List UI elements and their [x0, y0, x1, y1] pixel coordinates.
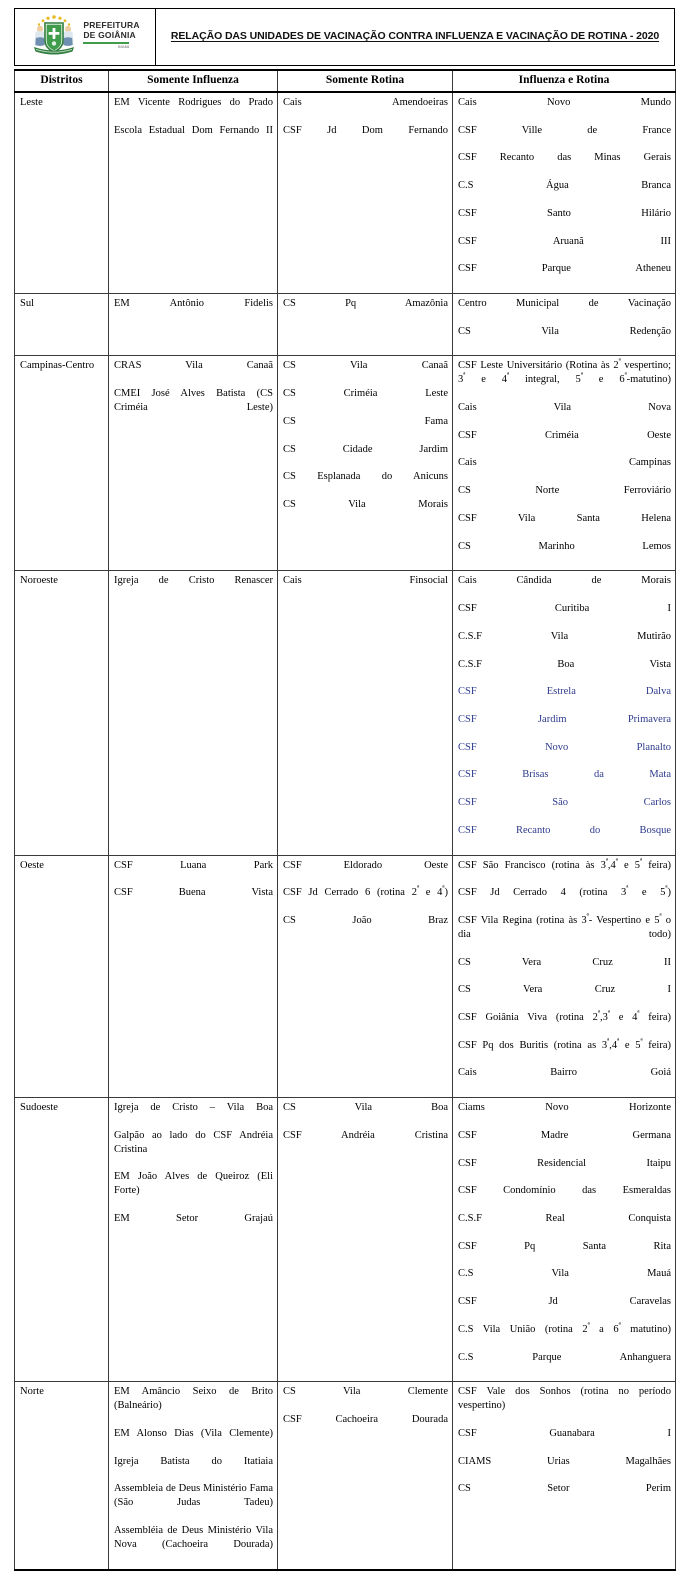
unit-item: CSF Vila Regina (rotina às $3^ª-$ Vespertino e $5^ª$ o dia todo) — [458, 911, 672, 940]
unit-item: CS Criméia Leste — [283, 388, 448, 400]
unit-item: CSF Vale dos Sonhos (rotina no período vespertino) — [458, 1386, 671, 1412]
unit-item: CSF Novo Planalto — [458, 741, 671, 753]
unit-item: C.S.F Boa Vista — [458, 658, 671, 670]
unit-item: CS Vila Boa — [283, 1102, 448, 1114]
somente-influenza-cell — [109, 571, 278, 855]
column-header-somente-rotina: Somente Rotina — [278, 70, 453, 92]
influenza-e-rotina-list — [458, 356, 671, 567]
unit-item: CSF Condomínio das Esmeraldas — [458, 1185, 671, 1197]
column-header-somente-influenza: Somente Influenza — [109, 70, 278, 92]
unit-item: EM Vicente Rodrigues do Prado — [114, 97, 273, 108]
unit-item: Cais Amendoeiras — [283, 97, 448, 108]
unit-item: CS Vila Redenção — [458, 325, 671, 337]
unit-item: EM Amâncio Seixo de Brito (Balneário) — [114, 1386, 273, 1412]
somente-influenza-list — [114, 574, 273, 602]
unit-item: CSF Eldorado Oeste — [283, 859, 448, 871]
somente-rotina-cell — [278, 1098, 453, 1382]
unit-item: CSF Santo Hilário — [458, 207, 671, 219]
unit-item: CSF Aruanã III — [458, 235, 671, 247]
influenza-e-rotina-cell — [453, 571, 676, 855]
somente-influenza-list — [114, 1385, 273, 1565]
unit-item: CSF Jd Cerrado 4 (rotina $3^ª$ e $5^ª$) — [458, 883, 671, 899]
district-name-cell: Sudoeste — [15, 1098, 109, 1382]
somente-rotina-list — [283, 1385, 448, 1440]
unit-item: Cais Finsocial — [283, 575, 448, 587]
somente-rotina-list — [283, 859, 448, 942]
unit-item: C.S Vila Mauá — [458, 1268, 671, 1280]
unit-item: CSF Andréia Cristina — [283, 1129, 448, 1141]
unit-item: CS Vila Clemente — [283, 1386, 448, 1398]
influenza-e-rotina-list — [458, 1385, 671, 1510]
somente-influenza-cell — [109, 1098, 278, 1382]
unit-item: CSF Residencial Itaipu — [458, 1157, 671, 1169]
unit-item: CMEI José Alves Batista (CS Criméia Leste) — [114, 388, 273, 414]
table-row — [15, 1382, 676, 1570]
unit-item: CSF Guanabara I — [458, 1427, 671, 1439]
unit-item: Cais Campinas — [458, 457, 671, 469]
district-name-cell: Oeste — [15, 855, 109, 1098]
unit-item: CRAS Vila Canaã — [114, 360, 273, 372]
document-title: RELAÇÃO DAS UNIDADES DE VACINAÇÃO CONTRA INFLUENZA E VACINAÇÃO DE ROTINA - 2020 — [170, 30, 660, 43]
somente-rotina-cell — [278, 92, 453, 294]
logo-line-1: PREFEITURA — [83, 19, 140, 30]
unit-item: EM Setor Grajaú — [114, 1213, 273, 1225]
table-row — [15, 571, 676, 855]
unit-item: C.S Água Branca — [458, 180, 671, 192]
unit-item: Galpão ao lado do CSF Andréia Cristina — [114, 1129, 273, 1155]
unit-item: CSF Jd Caravelas — [458, 1296, 671, 1308]
district-name-cell: Campinas-Centro — [15, 356, 109, 571]
unit-item: CS João Braz — [283, 914, 448, 926]
title-cell — [156, 9, 675, 66]
unit-item: CSF Recanto do Bosque — [458, 824, 671, 836]
unit-item: CS Setor Perim — [458, 1483, 671, 1495]
unit-item: CSF Recanto das Minas Gerais — [458, 152, 671, 164]
influenza-e-rotina-cell — [453, 1098, 676, 1382]
unit-item: C.S Vila União (rotina $2^ª$ a $6^ª$ matutino) — [458, 1320, 672, 1335]
influenza-e-rotina-cell — [453, 855, 676, 1098]
unit-item: EM Antônio Fidelis — [114, 298, 273, 310]
somente-rotina-list — [283, 574, 448, 602]
column-header-distritos: Distritos — [15, 70, 109, 92]
somente-influenza-cell — [109, 294, 278, 356]
unit-item: Cais Vila Nova — [458, 402, 671, 414]
somente-rotina-cell — [278, 855, 453, 1098]
somente-influenza-cell — [109, 855, 278, 1098]
unit-item: EM Alonso Dias (Vila Clemente) — [114, 1427, 273, 1439]
somente-rotina-list — [283, 359, 448, 525]
unit-item: CS Fama — [283, 415, 448, 427]
unit-item: CS Pq Amazônia — [283, 298, 448, 310]
influenza-e-rotina-list — [458, 574, 671, 851]
unit-item: Ciams Novo Horizonte — [458, 1102, 671, 1114]
unit-item: C.S.F Vila Mutirão — [458, 630, 671, 642]
unit-item: Centro Municipal de Vacinação — [458, 298, 671, 310]
table-row — [15, 92, 676, 294]
unit-item: CSF Buena Vista — [114, 887, 273, 899]
logo-cell — [15, 9, 156, 66]
unit-item: EM João Alves de Queiroz (Eli Forte) — [114, 1171, 273, 1197]
table-row — [15, 855, 676, 1098]
district-name-cell: Sul — [15, 294, 109, 356]
unit-item: CS Cidade Jardim — [283, 443, 448, 455]
unit-item: CSF Jd Cerrado 6 (rotina $2^ª$ e $4^ª$) — [283, 883, 448, 899]
unit-item: Cais Cândida de Morais — [458, 575, 671, 587]
unit-item: Igreja de Cristo Renascer — [114, 575, 273, 587]
somente-rotina-list — [283, 96, 448, 151]
influenza-e-rotina-cell — [453, 356, 676, 571]
somente-rotina-cell — [278, 356, 453, 571]
unit-item: CSF Pq Santa Rita — [458, 1240, 671, 1252]
somente-influenza-list — [114, 859, 273, 914]
table-header-row — [15, 70, 676, 92]
unit-item: Cais Novo Mundo — [458, 97, 671, 108]
unit-item: Igreja de Cristo – Vila Boa — [114, 1102, 273, 1114]
unit-item: Assembléia de Deus Ministério Vila Nova (Cachoeira Dourada) — [114, 1524, 273, 1550]
unit-item: Igreja Batista do Itatiaia — [114, 1455, 273, 1467]
unit-item: CSF Estrela Dalva — [458, 686, 671, 698]
logo-wordmark — [83, 21, 139, 53]
unit-item: CS Vila Morais — [283, 499, 448, 511]
unit-item: CS Vera Cruz I — [458, 984, 671, 996]
somente-influenza-cell — [109, 1382, 278, 1570]
column-header-influenza-e-rotina: Influenza e Rotina — [453, 70, 676, 92]
unit-item: CSF Madre Germana — [458, 1129, 671, 1141]
prefeitura-goiania-logo — [15, 14, 155, 60]
table-row — [15, 356, 676, 571]
influenza-e-rotina-list — [458, 297, 671, 352]
somente-influenza-list — [114, 1101, 273, 1240]
unit-item: CSF São Carlos — [458, 797, 671, 809]
unit-item: CSF Pq dos Buritis (rotina as $3^ª,4^ª$ e $5^ª$ feira) — [458, 1036, 672, 1051]
unit-item: CSF Parque Atheneu — [458, 263, 671, 275]
somente-influenza-list — [114, 359, 273, 428]
somente-influenza-list — [114, 96, 273, 151]
unit-item: CS Vera Cruz II — [458, 956, 671, 968]
unit-item: C.S.F Real Conquista — [458, 1213, 671, 1225]
somente-influenza-cell — [109, 356, 278, 571]
district-name-cell: Leste — [15, 92, 109, 294]
somente-influenza-list — [114, 297, 273, 325]
unit-item: Assembleia de Deus Ministério Fama (São Judas Tadeu) — [114, 1483, 273, 1509]
logo-line-2: DE GOIÂNIA — [83, 29, 136, 40]
somente-rotina-cell — [278, 1382, 453, 1570]
influenza-e-rotina-cell — [453, 92, 676, 294]
somente-influenza-cell — [109, 92, 278, 294]
unit-item: Escola Estadual Dom Fernando II — [114, 124, 273, 136]
vaccination-units-table — [14, 69, 676, 1571]
somente-rotina-cell — [278, 571, 453, 855]
unit-item: Cais Bairro Goiá — [458, 1067, 671, 1079]
influenza-e-rotina-list — [458, 96, 671, 290]
unit-item: CSF Jd Dom Fernando — [283, 124, 448, 136]
unit-item: CSF Ville de France — [458, 124, 671, 136]
unit-item: CSF Luana Park — [114, 859, 273, 871]
unit-item: CSF Brisas da Mata — [458, 769, 671, 781]
unit-item: CSF Leste Universitário (Rotina às $2^ª$ vespertino; $3^ª$ e $4^ª$ integral, $5^ª$ e $6^ª-matutino$) — [458, 356, 671, 386]
somente-rotina-list — [283, 297, 448, 325]
unit-item: CS Marinho Lemos — [458, 540, 671, 552]
district-name-cell: Noroeste — [15, 571, 109, 855]
unit-item: CS Vila Canaã — [283, 360, 448, 372]
somente-rotina-list — [283, 1101, 448, 1156]
unit-item: CSF Goiânia Viva (rotina $2^ª,3^ª$ e $4^ª$ feira) — [458, 1008, 671, 1023]
influenza-e-rotina-cell — [453, 1382, 676, 1570]
unit-item: CSF Jardim Primavera — [458, 713, 671, 725]
influenza-e-rotina-list — [458, 1101, 671, 1378]
logo-microtag: GOIÁS — [117, 44, 130, 49]
unit-item: CSF Cachoeira Dourada — [283, 1414, 448, 1426]
unit-item: CSF Criméia Oeste — [458, 429, 671, 441]
unit-item: CSF Vila Santa Helena — [458, 512, 671, 524]
influenza-e-rotina-cell — [453, 294, 676, 356]
influenza-e-rotina-list — [458, 856, 672, 1095]
unit-item: CIAMS Urias Magalhães — [458, 1455, 671, 1467]
table-row — [15, 1098, 676, 1382]
district-name-cell: Norte — [15, 1382, 109, 1570]
logo-underline-rule — [83, 42, 129, 44]
unit-item: CSF São Francisco (rotina às $3^ª,4^ª$ e $5^ª$ feira) — [458, 856, 671, 871]
coat-of-arms-icon — [30, 14, 78, 60]
unit-item: CS Norte Ferroviário — [458, 485, 671, 497]
unit-item: C.S Parque Anhanguera — [458, 1351, 671, 1363]
document-header — [14, 8, 675, 66]
unit-item: CSF Curitiba I — [458, 603, 671, 615]
table-body — [15, 92, 676, 1570]
table-row — [15, 294, 676, 356]
unit-item: CS Esplanada do Anicuns — [283, 471, 448, 483]
somente-rotina-cell — [278, 294, 453, 356]
